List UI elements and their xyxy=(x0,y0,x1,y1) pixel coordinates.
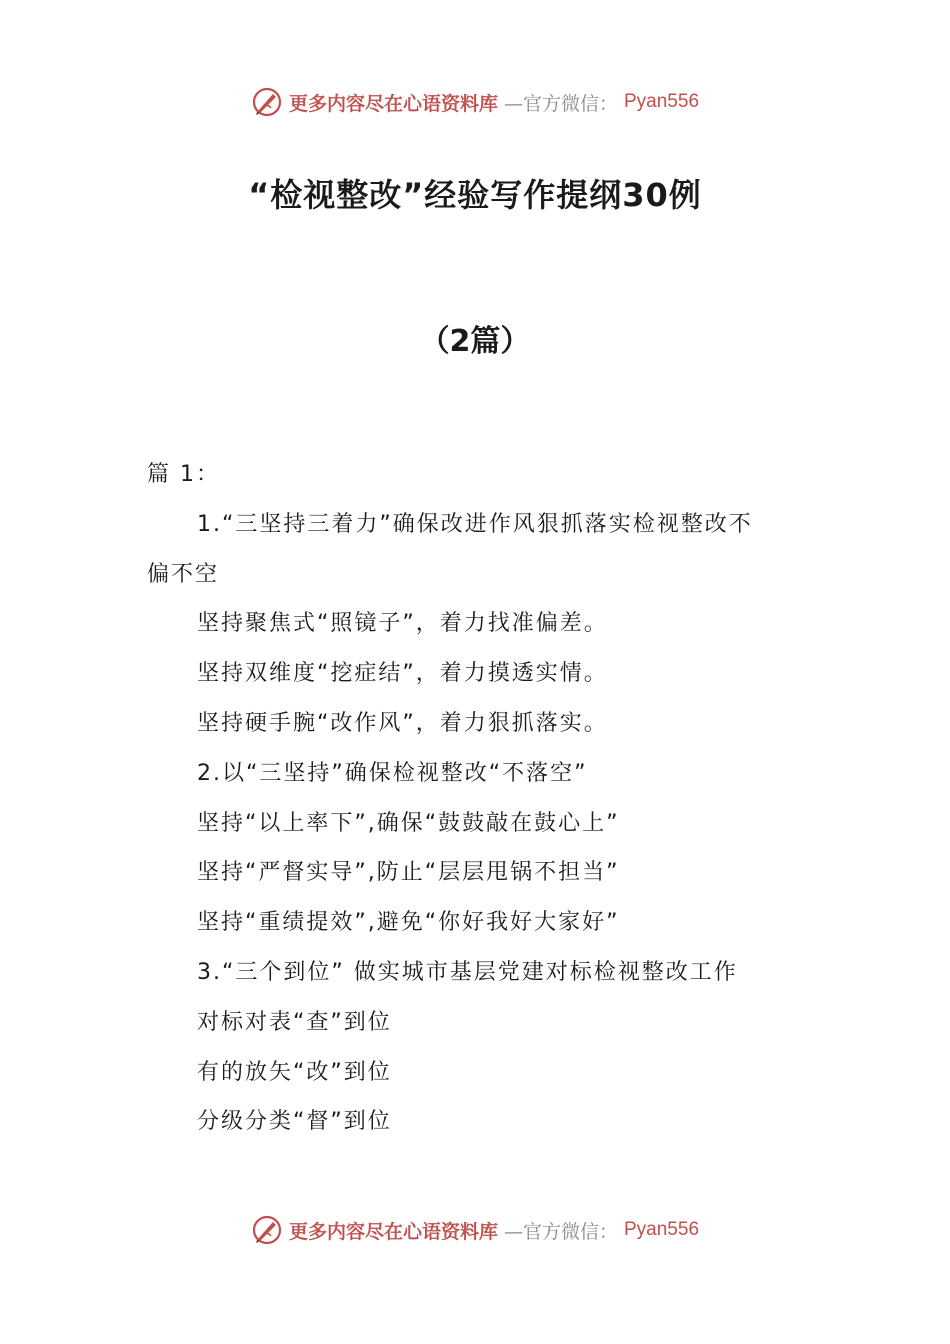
body-line: 坚持聚焦式“照镜子”，着力找准偏差。 xyxy=(197,611,608,637)
body-line: 2.以“三坚持”确保检视整改“不落空” xyxy=(197,760,588,786)
footer-watermark-banner xyxy=(0,1210,950,1250)
document-title: “检视整改”经验写作提纲30例 xyxy=(248,176,702,214)
body-line: 坚持双维度“挖症结”，着力摸透实情。 xyxy=(197,661,608,687)
header-watermark-banner xyxy=(0,82,950,122)
body-line: 1.“三坚持三着力”确保改进作风狠抓落实检视整改不 xyxy=(197,511,753,537)
body-line: 坚持“以上率下”,确保“鼓鼓敲在鼓心上” xyxy=(197,810,620,836)
pen-logo-icon xyxy=(251,86,283,118)
pen-logo-icon xyxy=(251,1214,283,1246)
body-line: 有的放矢“改”到位 xyxy=(197,1059,392,1085)
banner-main-text: 更多内容尽在心语资料库 xyxy=(288,1220,498,1243)
body-line: 3.“三个到位” 做实城市基层党建对标检视整改工作 xyxy=(197,959,738,985)
body-line: 偏不空 xyxy=(147,561,220,587)
body-line: 坚持“重绩提效”,避免“你好我好大家好” xyxy=(197,910,620,936)
body-line: 坚持硬手腕“改作风”，着力狠抓落实。 xyxy=(197,710,608,736)
banner-wechat-id: Pyan556 xyxy=(624,1219,700,1240)
banner-main-text: 更多内容尽在心语资料库 xyxy=(288,92,498,115)
banner-separator-text: —官方微信： xyxy=(503,1220,618,1243)
section-label: 篇 1： xyxy=(147,462,220,487)
banner-separator-text: —官方微信： xyxy=(503,92,618,115)
document-subtitle: （2篇） xyxy=(419,324,531,359)
document-body xyxy=(147,450,812,1147)
body-line: 分级分类“督”到位 xyxy=(197,1109,392,1135)
body-line: 对标对表“查”到位 xyxy=(197,1009,392,1035)
body-line: 坚持“严督实导”,防止“层层甩锅不担当” xyxy=(197,860,620,886)
banner-wechat-id: Pyan556 xyxy=(624,91,700,112)
